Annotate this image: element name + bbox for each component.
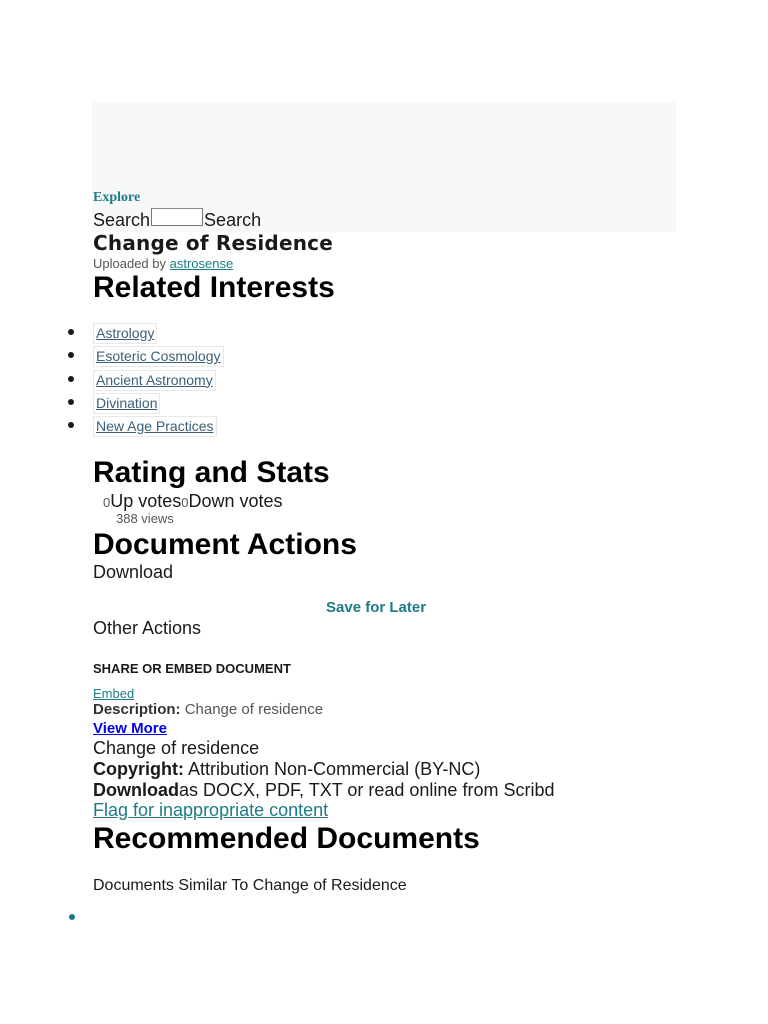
search-bar	[93, 207, 261, 233]
uploader-link[interactable]: astrosense	[169, 256, 234, 271]
rating-heading: Rating and Stats	[93, 456, 330, 489]
up-vote-button[interactable]: Up votes	[110, 491, 182, 511]
list-item	[0, 370, 224, 393]
interest-link[interactable]: Astrology	[93, 323, 157, 344]
embed-link[interactable]: Embed	[93, 686, 135, 701]
description-value: Change of residence	[184, 701, 324, 718]
document-actions-heading: Document Actions	[93, 528, 357, 561]
down-vote-button[interactable]: Down votes	[188, 491, 283, 511]
recommended-heading: Recommended Documents	[93, 822, 480, 855]
interest-link[interactable]: Ancient Astronomy	[93, 370, 216, 391]
copyright-value: Attribution Non-Commercial (BY-NC)	[188, 759, 481, 779]
copyright-label: Copyright:	[93, 759, 184, 779]
save-for-later-button[interactable]: Save for Later	[326, 599, 427, 616]
download-formats: as DOCX, PDF, TXT or read online from Scribd	[179, 780, 555, 800]
related-interests-heading: Related Interests	[93, 271, 335, 304]
bullet-icon	[68, 376, 74, 382]
full-description: Change of residence	[93, 738, 260, 758]
list-item	[0, 416, 224, 439]
download-button[interactable]: Download	[93, 562, 174, 582]
list-item	[0, 323, 224, 346]
interest-link[interactable]: Esoteric Cosmology	[93, 346, 224, 367]
uploaded-by-label: Uploaded by	[93, 256, 166, 271]
description-label: Description:	[93, 701, 181, 718]
search-label: Search	[93, 210, 151, 230]
search-input[interactable]	[151, 208, 203, 226]
uploaded-by	[93, 256, 233, 271]
bullet-icon	[68, 352, 74, 358]
interest-link[interactable]: New Age Practices	[93, 416, 217, 437]
up-vote-count: 0	[103, 495, 111, 510]
interest-link[interactable]: Divination	[93, 393, 160, 414]
flag-content-link[interactable]: Flag for inappropriate content	[93, 800, 329, 820]
description	[93, 701, 323, 718]
share-embed-heading: SHARE OR EMBED DOCUMENT	[93, 661, 291, 676]
related-interests-list	[0, 323, 224, 439]
view-count: 388 views	[116, 511, 174, 526]
download-label: Download	[93, 780, 179, 800]
bullet-icon	[68, 329, 74, 335]
bullet-icon	[69, 914, 75, 920]
down-vote-count: 0	[181, 495, 189, 510]
search-button[interactable]: Search	[204, 207, 261, 233]
list-item	[0, 346, 224, 369]
similar-documents-label: Documents Similar To Change of Residence	[93, 877, 407, 894]
download-info	[93, 780, 554, 801]
list-item	[0, 393, 224, 416]
view-more-link[interactable]: View More	[93, 720, 167, 737]
copyright	[93, 759, 480, 780]
bullet-icon	[68, 399, 74, 405]
document-title: Change of Residence	[93, 231, 333, 255]
bullet-icon	[68, 422, 74, 428]
other-actions-button[interactable]: Other Actions	[93, 618, 202, 638]
explore-link[interactable]: Explore	[93, 190, 141, 205]
